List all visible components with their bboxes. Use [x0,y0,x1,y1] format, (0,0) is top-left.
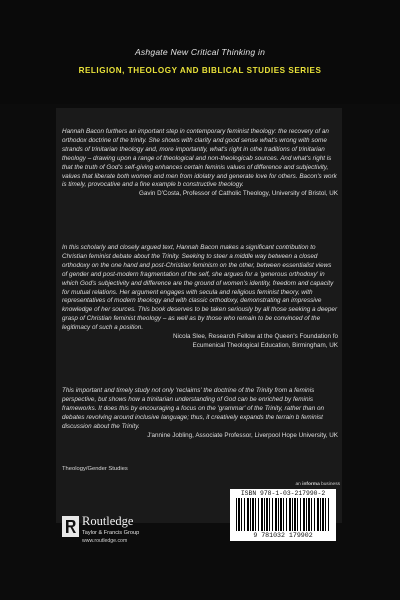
endorsements-panel [56,108,342,523]
subject-category: Theology/Gender Studies [62,466,128,472]
barcode-number: 9 781032 179902 [253,532,313,539]
review-attribution: Gavin D'Costa, Professor of Catholic Theology, University of Bristol, UK [138,190,338,198]
series-line-1: Ashgate New Critical Thinking in [134,47,266,57]
barcode-block [230,489,336,541]
review-attribution: Nicola Slee, Research Fellow at the Queen's Foundation fo [172,333,338,341]
review-attribution: J'annine Jobling, Associate Professor, Liverpool Hope University, UK [147,431,338,439]
informa-suffix: business [319,482,340,487]
publisher-group: Taylor & Francis Group [82,530,140,536]
review-text: In this scholarly and closely argued text, Hannah Bacon makes a significant contribution to Christian feminist debate about the Trinity. Seeking to steer a middle way between a closed orthodoxy on the one hand and post-Christian feminism on the other, between essentialist views of gender and post-modern fragmentation of the self, she argues for a 'generous orthodoxy' in which God's subjectivity and difference are the ground of women's identity, freedom and capacity for mutual relations. Her argument engages with secula and religious feminist theory, with representatives of modern theology and with classic orthodoxy, demonstrating an impressive knowledge of her sources. This book deserves to be taken seriously by all those seeking a deeper grasp of Christian feminist theology – as well as by those who remain to be convinced of the legitimacy of such a position. [62,244,338,332]
informa-business-line [295,482,340,487]
publisher-name: Routledge [82,514,134,528]
informa-prefix: an [295,482,303,487]
series-title: RELIGION, THEOLOGY AND BIBLICAL STUDIES SERIES [78,66,322,75]
isbn-text: ISBN 978-1-03-217990-2 [240,490,326,497]
review-2 [62,244,338,351]
review-text: Hannah Bacon furthers an important step in contemporary feminist theology: the recovery of an orthodox doctrine of the trinity. She shows with clarity and good sense what's wrong with some strands of trinitarian theology and, more importantly, what's right in othe traditions of trinitarian theology – drawing upon a range of theological and non-theologicab sources. And what's right is that the truth of God's self-giving enhances certain feminis values of difference and subjectivity, values that liberate both women and men from idolatry and generate love for others. Bacon's work is timely, provocative and a fine example b constructive theology. [62,128,337,189]
review-text: This important and timely study not only 'reclaims' the doctrine of the Trinity from a feminis perspective, but shows how a trinitarian understanding of God can be enriched by feminis frameworks. It does this by encouraging a focus on the 'grammar' of the Trinity, rather than on debates revolving around inclusive language; thus, it creatively expands the terrain b feminist discussion about the Trinity. [62,387,325,430]
routledge-logo-icon [62,516,79,537]
barcode-bars [236,498,330,531]
series-header [0,0,400,104]
review-3 [62,387,338,440]
review-attribution: Ecumenical Theological Education, Birmingham, UK [192,341,338,349]
informa-brand: informa [302,482,320,487]
publisher-url[interactable]: www.routledge.com [82,538,128,544]
review-1 [62,128,338,199]
